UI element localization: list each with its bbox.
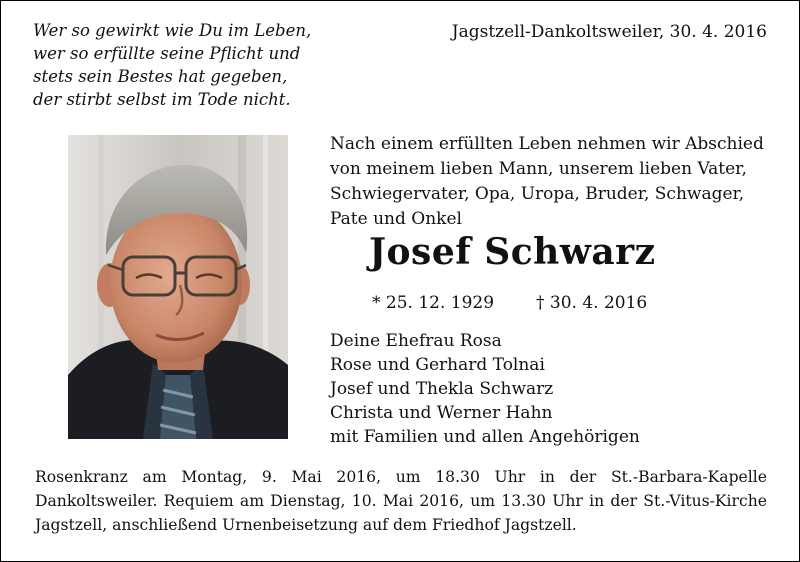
- farewell-line: Nach einem erfüllten Leben nehmen wir Abschied: [330, 134, 764, 154]
- deceased-name: Josef Schwarz: [369, 231, 656, 273]
- memorial-poem: [33, 19, 323, 111]
- service-line: Dankoltsweiler. Requiem am Dienstag, 10. Mai 2016, um 13.30 Uhr in der St.-Vitus-Kirche: [35, 492, 767, 510]
- farewell-text: [330, 132, 770, 232]
- mourner-line: Josef und Thekla Schwarz: [330, 379, 554, 399]
- poem-line: der stirbt selbst im Tode nicht.: [33, 90, 291, 109]
- portrait-photo: [68, 135, 288, 439]
- farewell-line: von meinem lieben Mann, unserem lieben Vater,: [330, 159, 747, 179]
- mourner-line: Christa und Werner Hahn: [330, 403, 553, 423]
- poem-line: Wer so gewirkt wie Du im Leben,: [33, 21, 312, 40]
- poem-line: stets sein Bestes hat gegeben,: [33, 67, 288, 86]
- mourner-line: mit Familien und allen Angehörigen: [330, 427, 640, 447]
- service-line: Jagstzell, anschließend Urnenbeisetzung auf dem Friedhof Jagstzell.: [35, 516, 577, 534]
- death-date: † 30. 4. 2016: [536, 293, 648, 313]
- service-details: [35, 465, 767, 537]
- farewell-line: Pate und Onkel: [330, 209, 462, 229]
- place-and-date: Jagstzell-Dankoltsweiler, 30. 4. 2016: [451, 22, 767, 42]
- mourner-line: Deine Ehefrau Rosa: [330, 331, 502, 351]
- mourners-list: [330, 329, 770, 449]
- mourner-line: Rose und Gerhard Tolnai: [330, 355, 545, 375]
- portrait-image: [68, 135, 288, 439]
- birth-date: * 25. 12. 1929: [372, 293, 495, 313]
- farewell-line: Schwiegervater, Opa, Uropa, Bruder, Schwager,: [330, 184, 745, 204]
- service-line: Rosenkranz am Montag, 9. Mai 2016, um 18.30 Uhr in der St.-Barbara-Kapelle: [35, 468, 767, 486]
- poem-line: wer so erfüllte seine Pflicht und: [33, 44, 301, 63]
